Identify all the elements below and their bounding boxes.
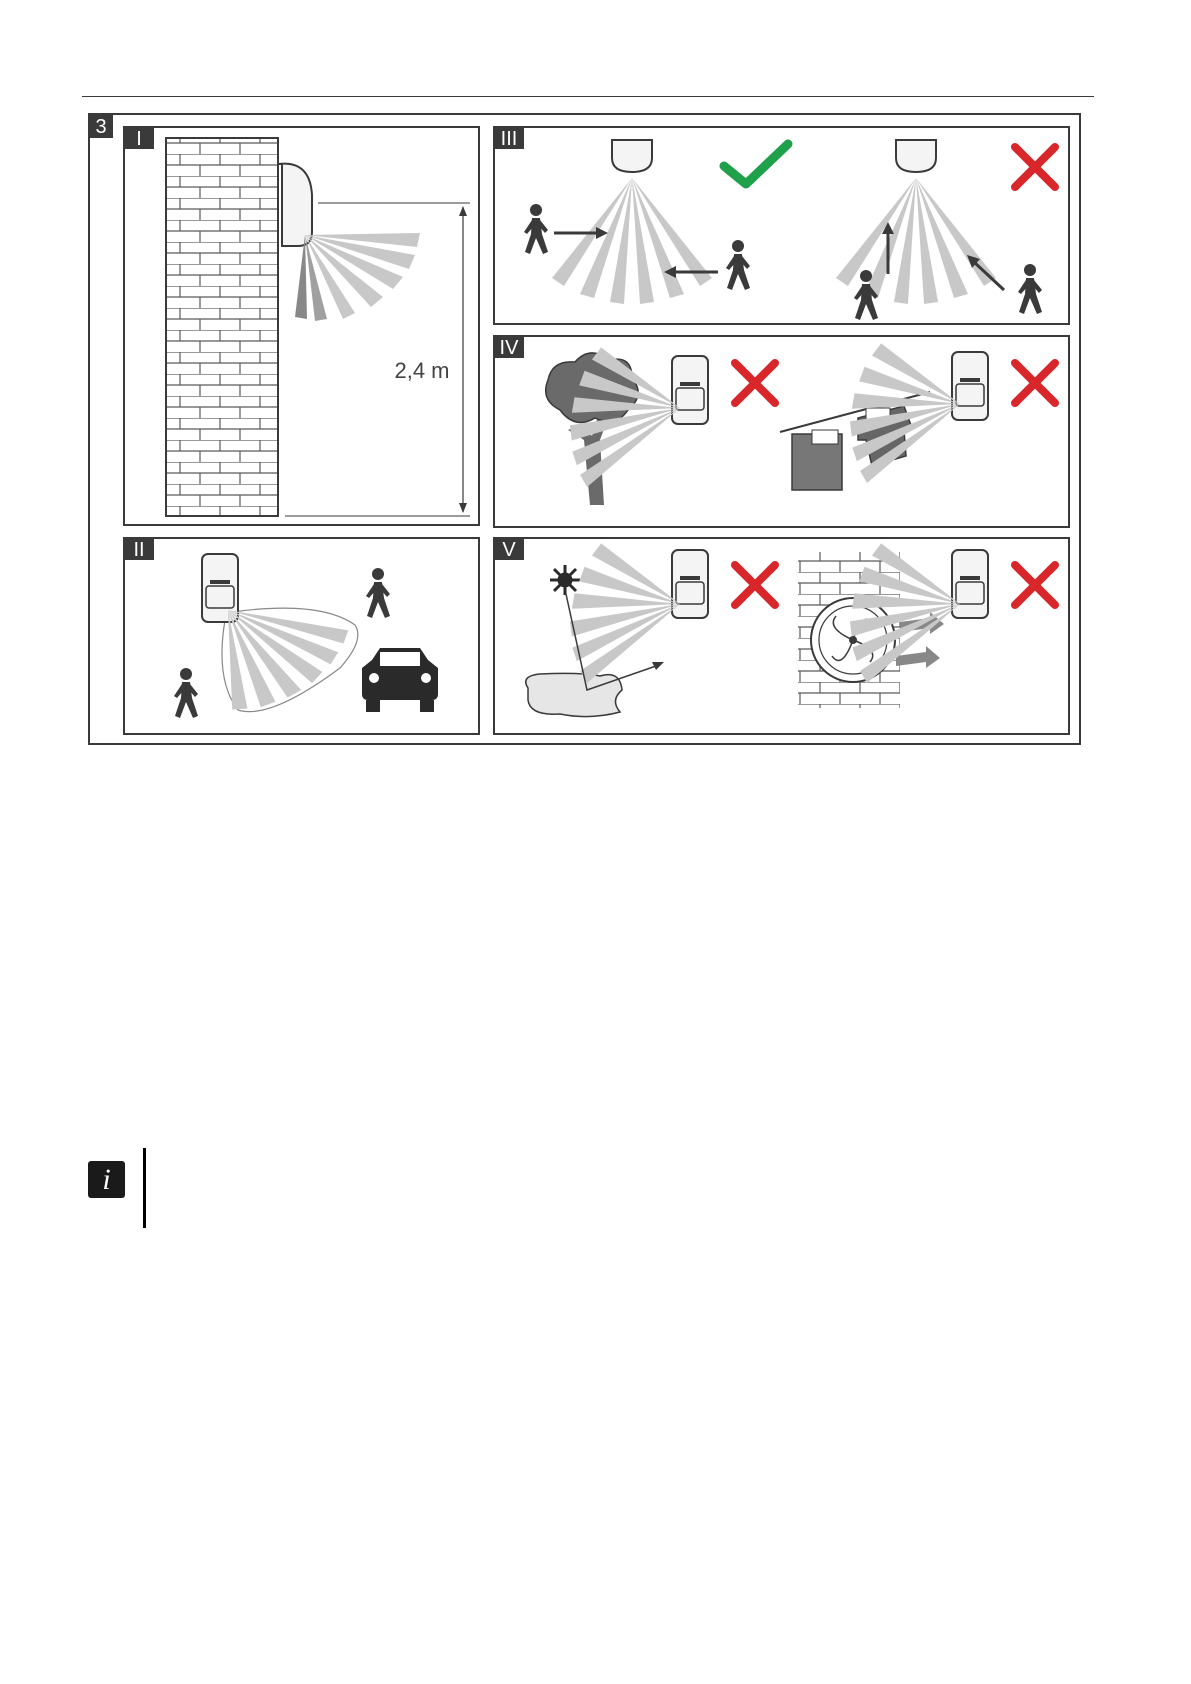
car-icon	[362, 648, 438, 712]
info-icon: i	[88, 1161, 125, 1198]
ceiling-detector-right	[896, 140, 936, 172]
ceiling-detector-left	[612, 140, 652, 172]
panel-iv	[494, 324, 1069, 527]
panel-ii	[124, 538, 479, 737]
cross-icon	[1015, 147, 1055, 187]
check-icon	[724, 144, 788, 184]
note-margin-bar	[143, 1148, 146, 1228]
panel-ii-label: II	[133, 539, 145, 561]
panel-iii-label: III	[500, 128, 518, 150]
panel-iv-label: IV	[499, 337, 519, 359]
panel-i-label: I	[136, 128, 142, 150]
cross-icon	[735, 363, 775, 403]
panel-i	[124, 127, 479, 525]
sun-icon	[550, 565, 580, 595]
brick-wall	[166, 138, 278, 516]
panel-iii	[494, 127, 1069, 324]
side-detector	[278, 164, 312, 246]
cross-icon	[1015, 565, 1055, 605]
cross-icon	[735, 565, 775, 605]
panel-v-label: V	[502, 539, 516, 561]
puddle-icon	[526, 673, 622, 716]
mounting-height-label: 2,4 m	[394, 358, 450, 383]
figure-number: 3	[95, 116, 107, 138]
cross-icon	[1015, 363, 1055, 403]
panel-v	[494, 524, 1069, 734]
